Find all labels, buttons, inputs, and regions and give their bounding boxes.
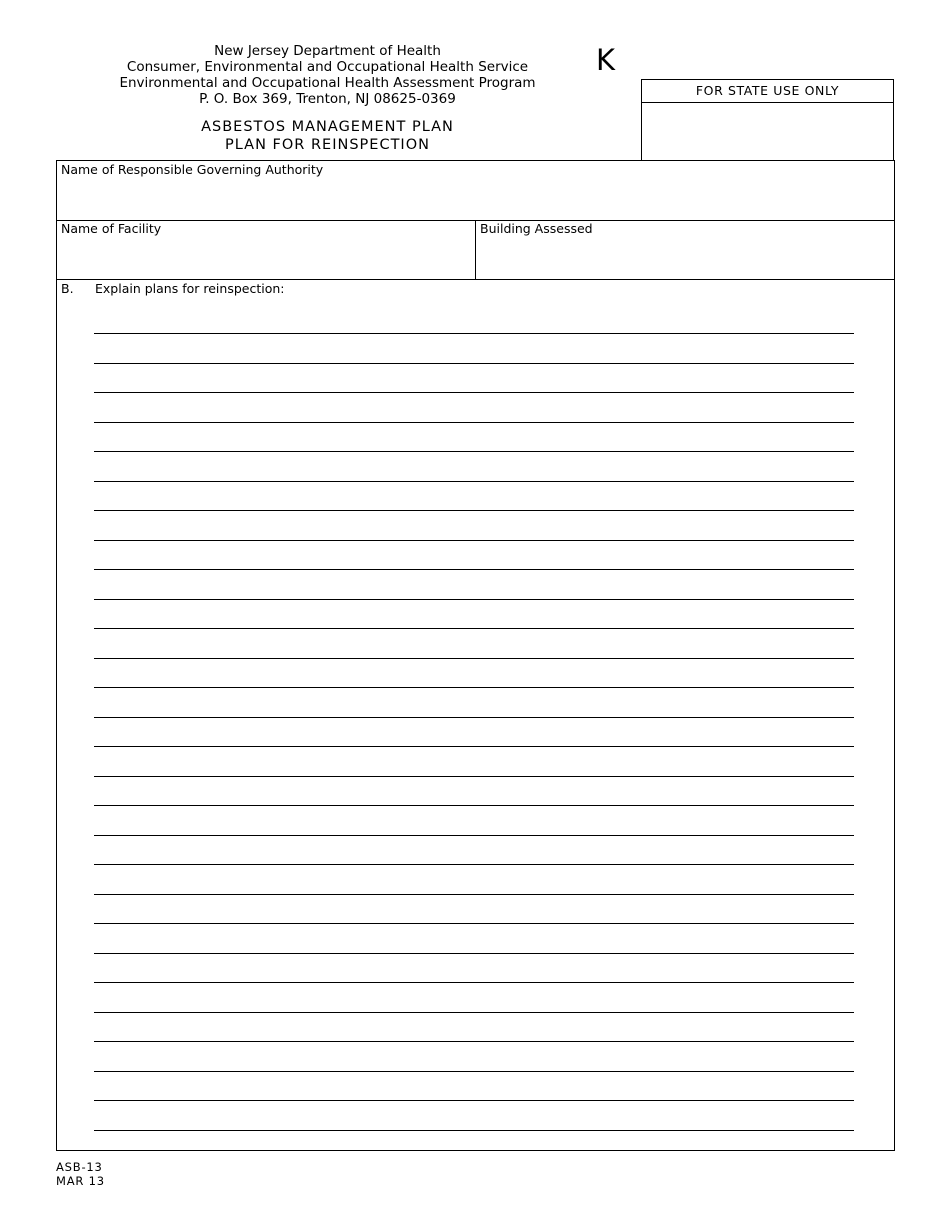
- writing-line: [94, 835, 854, 836]
- writing-line: [94, 392, 854, 393]
- agency-address: P. O. Box 369, Trenton, NJ 08625-0369: [199, 91, 456, 107]
- form-revision: MAR 13: [56, 1174, 105, 1188]
- form-title: [100, 118, 555, 154]
- writing-line: [94, 481, 854, 482]
- form-title-line2: PLAN FOR REINSPECTION: [225, 137, 430, 153]
- writing-line: [94, 687, 854, 688]
- agency-header: [100, 43, 555, 107]
- writing-line: [94, 923, 854, 924]
- writing-line: [94, 333, 854, 334]
- state-use-label: FOR STATE USE ONLY: [642, 80, 893, 103]
- reinspection-section[interactable]: [57, 280, 894, 1150]
- writing-line: [94, 982, 854, 983]
- service-name: Consumer, Environmental and Occupational Health Service: [126, 59, 529, 75]
- building-field[interactable]: [476, 220, 894, 279]
- writing-line: [94, 953, 854, 954]
- writing-line: [94, 805, 854, 806]
- writing-line: [94, 1012, 854, 1013]
- writing-line: [94, 422, 854, 423]
- state-use-box: [641, 79, 894, 161]
- form-frame: [56, 160, 895, 1151]
- writing-line: [94, 540, 854, 541]
- writing-line: [94, 894, 854, 895]
- form-title-line1: ASBESTOS MANAGEMENT PLAN: [201, 119, 454, 135]
- writing-line: [94, 363, 854, 364]
- writing-line: [94, 510, 854, 511]
- writing-line: [94, 864, 854, 865]
- section-letter: B.: [61, 281, 74, 296]
- writing-line: [94, 776, 854, 777]
- writing-line: [94, 1071, 854, 1072]
- facility-label: Name of Facility: [61, 221, 162, 236]
- facility-row: [57, 220, 894, 280]
- writing-line: [94, 628, 854, 629]
- form-footer: [56, 1160, 105, 1188]
- writing-line: [94, 1130, 854, 1131]
- writing-line: [94, 599, 854, 600]
- writing-line: [94, 717, 854, 718]
- form-number: ASB-13: [56, 1160, 103, 1174]
- authority-field[interactable]: [57, 161, 894, 221]
- program-name: Environmental and Occupational Health Assessment Program: [119, 75, 536, 91]
- writing-line: [94, 569, 854, 570]
- authority-label: Name of Responsible Governing Authority: [61, 162, 324, 177]
- building-label: Building Assessed: [480, 221, 593, 236]
- writing-line: [94, 1041, 854, 1042]
- section-prompt: Explain plans for reinspection:: [95, 281, 285, 296]
- form-letter: K: [596, 43, 616, 77]
- agency-name: New Jersey Department of Health: [214, 43, 441, 59]
- writing-line: [94, 658, 854, 659]
- writing-line: [94, 1100, 854, 1101]
- writing-line: [94, 451, 854, 452]
- writing-line: [94, 746, 854, 747]
- facility-field[interactable]: [57, 220, 476, 279]
